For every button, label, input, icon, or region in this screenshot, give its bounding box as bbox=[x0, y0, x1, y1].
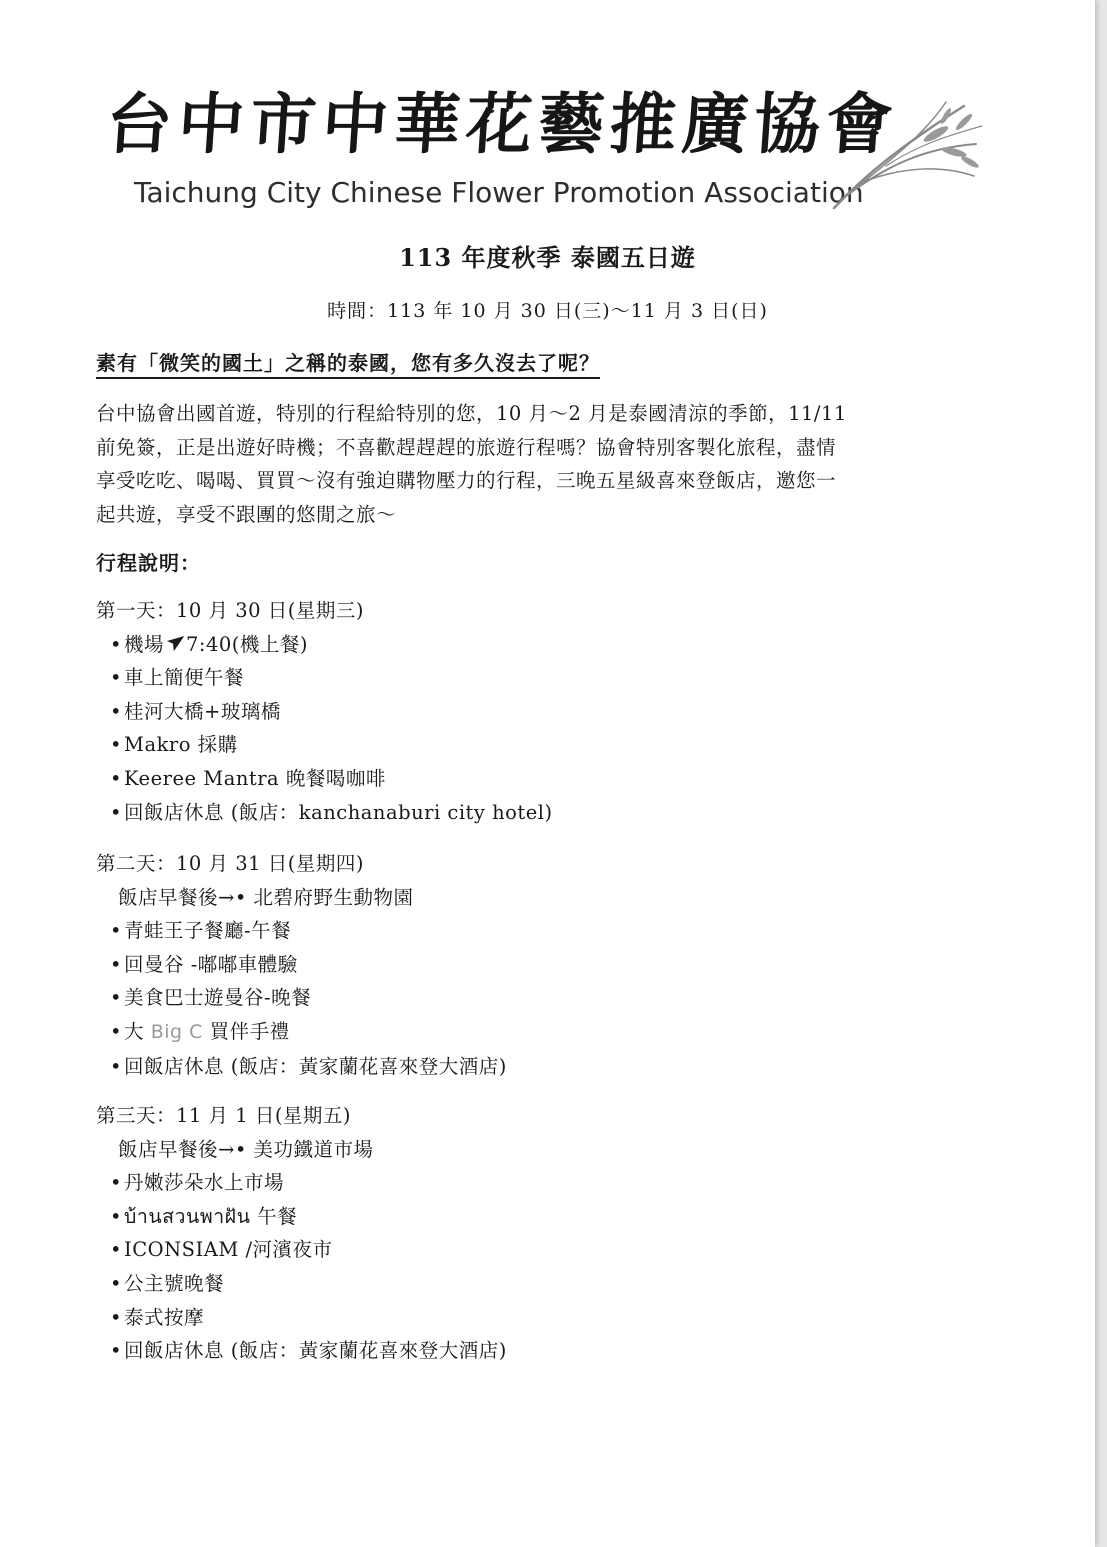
airplane-icon bbox=[164, 632, 186, 654]
day3-lead: 飯店早餐後→• 美功鐵道市場 bbox=[118, 1137, 374, 1161]
day2-lead: 飯店早餐後→• 北碧府野生動物園 bbox=[118, 885, 414, 909]
intro-subheading: 素有「微笑的國土」之稱的泰國，您有多久沒去了呢？ bbox=[96, 347, 600, 379]
list-item: • 回曼谷 -嘟嘟車體驗 bbox=[96, 948, 1016, 982]
day3-list bbox=[96, 1166, 1016, 1368]
day1-heading: 第一天：10 月 30 日(星期三) bbox=[96, 599, 364, 622]
list-item: • บ้านสวนพาฝัน 午餐 bbox=[96, 1200, 1016, 1234]
day1-block bbox=[96, 594, 1016, 829]
day3-heading: 第三天：11 月 1 日(星期五) bbox=[96, 1104, 352, 1127]
intro-line: 前免簽，正是出遊好時機；不喜歡趕趕趕的旅遊行程嗎？協會特別客製化旅程，盡情 bbox=[96, 435, 837, 459]
list-item: • 桂河大橋+玻璃橋 bbox=[96, 695, 1016, 729]
list-item bbox=[96, 1015, 1016, 1050]
list-item: • 回飯店休息 (飯店：kanchanaburi city hotel) bbox=[96, 796, 1016, 830]
association-logo-chinese: 台中市中華花藝推廣協會 bbox=[103, 86, 901, 163]
itinerary-section-label: 行程說明： bbox=[96, 551, 201, 575]
list-item bbox=[96, 628, 1016, 662]
intro-line: 起共遊，享受不跟團的悠閒之旅～ bbox=[96, 502, 397, 526]
intro-paragraph bbox=[96, 397, 996, 531]
intro-line: 享受吃吃、喝喝、買買～沒有強迫購物壓力的行程，三晚五星級喜來登飯店，邀您一 bbox=[96, 469, 837, 492]
association-logo-english: Taichung City Chinese Flower Promotion Association bbox=[134, 176, 864, 209]
intro-line: 台中協會出國首遊，特別的行程給特別的您，10 月～2 月是泰國清涼的季節，11/11 bbox=[96, 402, 847, 425]
list-item-text: 買伴手禮 bbox=[202, 1019, 290, 1043]
day2-list bbox=[96, 914, 1016, 1083]
list-item-text: 大 bbox=[124, 1019, 151, 1043]
list-item: • 美食巴士遊曼谷-晚餐 bbox=[96, 981, 1016, 1015]
list-item: • 車上簡便午餐 bbox=[96, 661, 1016, 695]
list-item: • 青蛙王子餐廳-午餐 bbox=[96, 914, 1016, 948]
list-item: • ICONSIAM /河濱夜市 bbox=[96, 1233, 1016, 1267]
bigc-brand: Big C bbox=[150, 1020, 203, 1043]
orchid-leaf-icon bbox=[826, 96, 986, 216]
document-title: 113 年度秋季 泰國五日遊 bbox=[399, 243, 696, 272]
trip-time: 時間：113 年 10 月 30 日(三)～11 月 3 日(日) bbox=[327, 300, 768, 322]
day2-heading: 第二天：10 月 31 日(星期四) bbox=[96, 852, 364, 875]
list-item: • 公主號晚餐 bbox=[96, 1267, 1016, 1301]
list-item: • Makro 採購 bbox=[96, 728, 1016, 762]
day3-block bbox=[96, 1099, 1016, 1368]
list-item: • 回飯店休息 (飯店：黃家蘭花喜來登大酒店) bbox=[96, 1050, 1016, 1084]
list-item-text: 機場 bbox=[124, 632, 165, 656]
list-item: • 丹嫩莎朵水上市場 bbox=[96, 1166, 1016, 1200]
list-item: • 泰式按摩 bbox=[96, 1301, 1016, 1335]
list-item-text: 7:40(機上餐) bbox=[186, 632, 309, 656]
list-item: • 回飯店休息 (飯店：黃家蘭花喜來登大酒店) bbox=[96, 1334, 1016, 1368]
day1-list bbox=[96, 628, 1016, 830]
day2-block bbox=[96, 847, 1016, 1083]
list-item: • Keeree Mantra 晚餐喝咖啡 bbox=[96, 762, 1016, 796]
